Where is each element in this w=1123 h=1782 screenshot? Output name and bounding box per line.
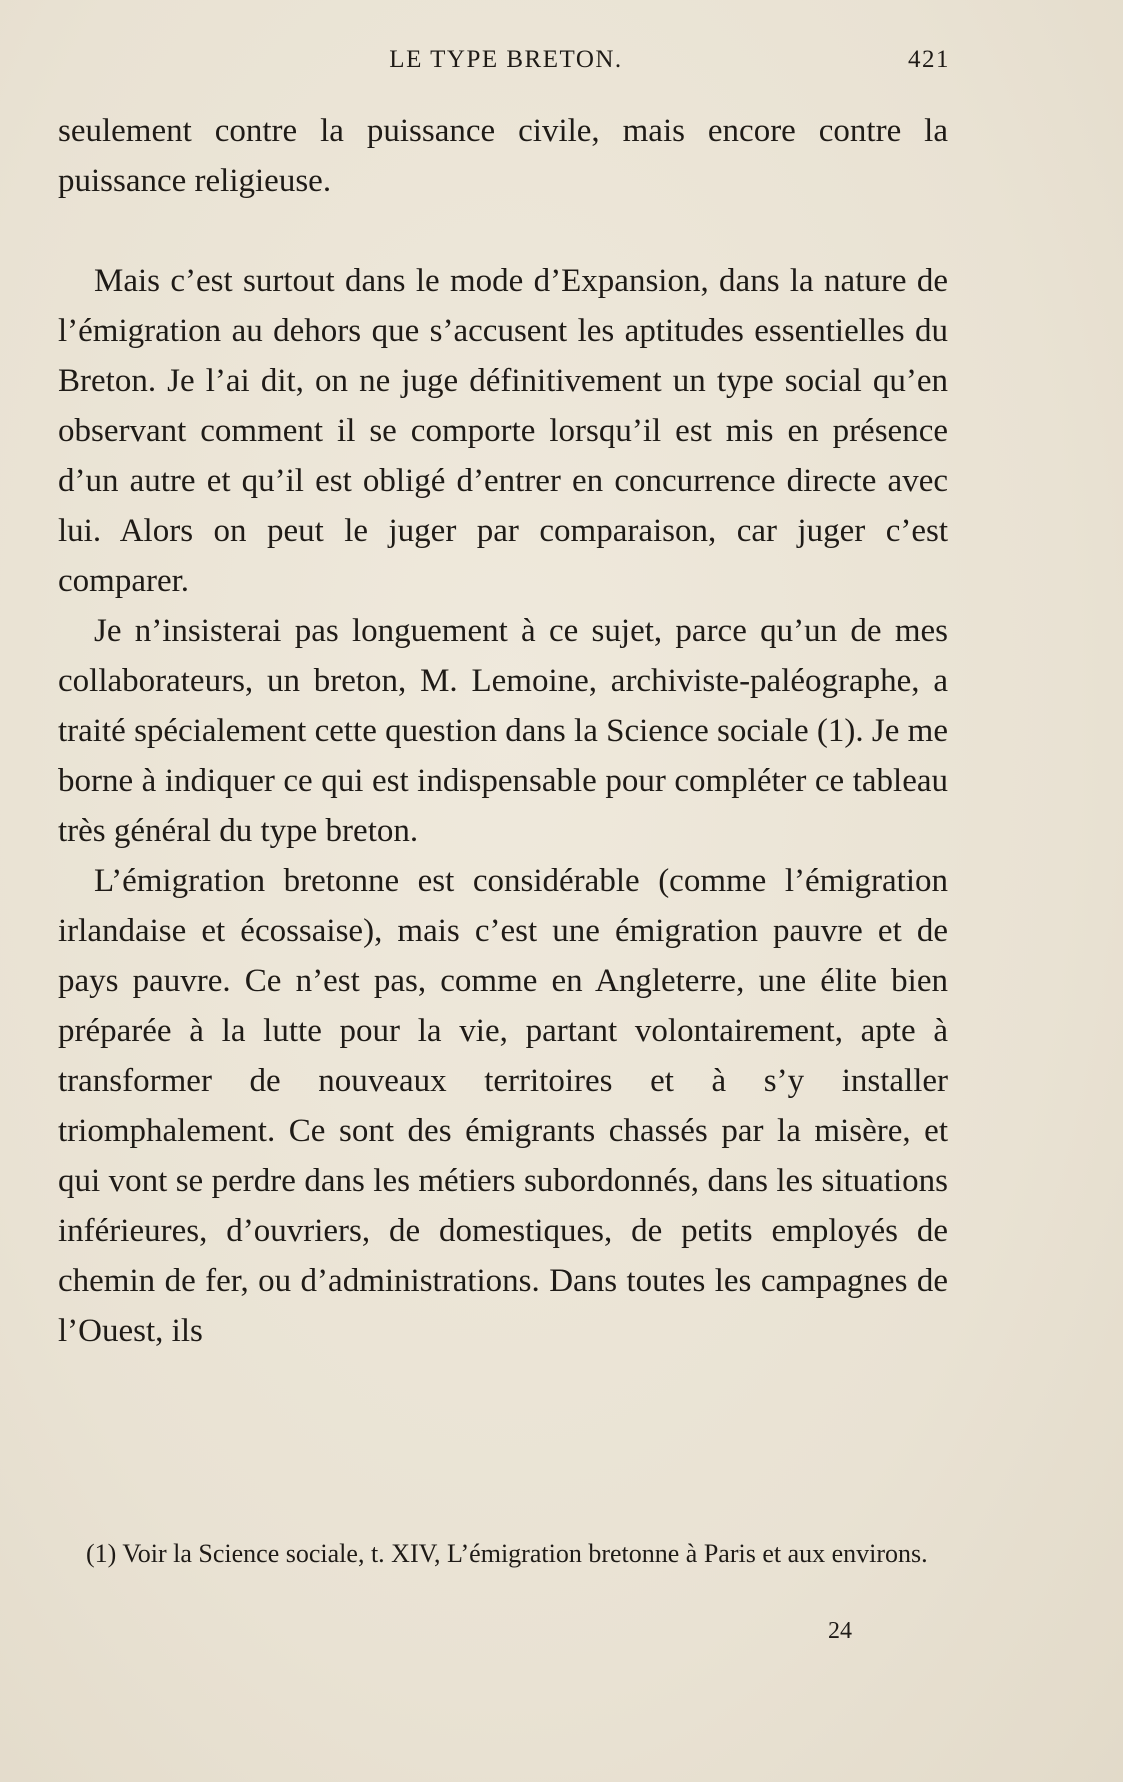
body-text — [58, 106, 948, 1356]
signature-mark: 24 — [828, 1618, 852, 1644]
running-head — [62, 46, 950, 86]
running-title: LE TYPE BRETON. — [389, 46, 623, 73]
paragraph-emigration: L’émigration bretonne est considérable (comme l’émigration irlandaise et écossaise), mais c’est une émigration pauvre et de pays pauvre. Ce n’est pas, comme en Angleterre, une élite bien préparée à la lutte pour la vie, partant volontairement, apte à transformer de nouveaux territoires et à s’y installer triomphalement. Ce sont des émigrants chassés par la misère, et qui vont se perdre dans les métiers subordonnés, dans les situations inférieures, d’ouvriers, de domestiques, de petits employés de chemin de fer, ou d’administrations. Dans toutes les campagnes de l’Ouest, ils — [58, 863, 948, 1349]
paragraph-expansion: Mais c’est surtout dans le mode d’Expansion, dans la nature de l’émigration au dehors que s’accusent les aptitudes essentielles du Breton. Je l’ai dit, on ne juge définitivement un type social qu’en observant comment il se comporte lorsqu’il est mis en présence d’un autre et qu’il est obligé d’entrer en concurrence directe avec lui. Alors on peut le juger par comparaison, car juger c’est comparer. — [58, 263, 948, 599]
page-number: 421 — [908, 46, 950, 73]
paragraph-continuation: seulement contre la puissance civile, mais encore contre la puissance religieuse. — [58, 113, 948, 199]
footnote: (1) Voir la Science sociale, t. XIV, L’émigration bretonne à Paris et aux environs. — [86, 1539, 928, 1568]
paragraph-lemoine: Je n’insisterai pas longuement à ce sujet, parce qu’un de mes collaborateurs, un breton, M. Lemoine, archiviste-paléographe, a traité spécialement cette question dans la Science sociale (1). Je me borne à indiquer ce qui est indispensable pour compléter ce tableau très général du type breton. — [58, 613, 948, 849]
